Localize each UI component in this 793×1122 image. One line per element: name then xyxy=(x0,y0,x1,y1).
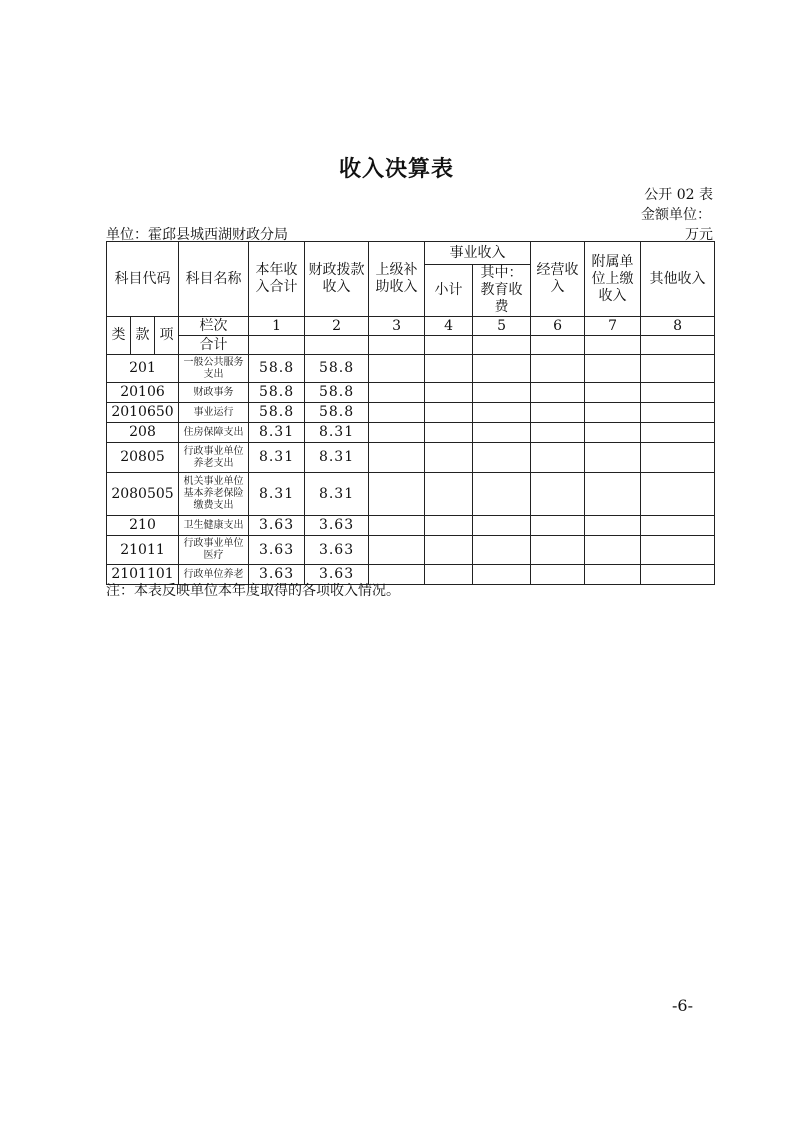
header-business: 事业收入 xyxy=(425,242,531,265)
header-lanci: 栏次 xyxy=(179,317,249,336)
header-code: 科目代码 xyxy=(107,242,179,317)
header-other: 其他收入 xyxy=(641,242,715,317)
row-fiscal: 58.8 xyxy=(305,383,369,403)
row-code: 20805 xyxy=(107,443,179,473)
total-cell xyxy=(305,336,369,355)
amount-unit-value: 万元 xyxy=(685,227,713,243)
row-fiscal: 58.8 xyxy=(305,403,369,423)
row-code: 2080505 xyxy=(107,473,179,516)
total-cell xyxy=(473,336,531,355)
header-fiscal: 财政拨款收入 xyxy=(305,242,369,317)
row-fiscal: 3.63 xyxy=(305,536,369,565)
total-cell xyxy=(531,336,585,355)
row-name: 卫生健康支出 xyxy=(179,516,249,536)
row-fiscal: 8.31 xyxy=(305,423,369,443)
row-name: 行政单位养老 xyxy=(179,565,249,585)
row-name: 机关事业单位基本养老保险缴费支出 xyxy=(179,473,249,516)
column-number: 7 xyxy=(585,317,641,336)
table-row xyxy=(107,516,715,536)
table-row xyxy=(107,355,715,383)
table-row xyxy=(107,383,715,403)
table-row xyxy=(107,403,715,423)
row-code: 20106 xyxy=(107,383,179,403)
header-affiliated: 附属单位上缴收入 xyxy=(585,242,641,317)
header-kuan: 款 xyxy=(131,317,155,355)
column-number: 1 xyxy=(249,317,305,336)
table-row xyxy=(107,536,715,565)
form-number: 公开 02 表 xyxy=(644,187,713,203)
total-cell xyxy=(249,336,305,355)
total-cell xyxy=(369,336,425,355)
row-code: 2101101 xyxy=(107,565,179,585)
row-name: 行政事业单位养老支出 xyxy=(179,443,249,473)
row-code: 2010650 xyxy=(107,403,179,423)
row-fiscal: 8.31 xyxy=(305,443,369,473)
page-title: 收入决算表 xyxy=(338,157,454,182)
total-cell xyxy=(425,336,473,355)
table-row xyxy=(107,423,715,443)
row-fiscal: 3.63 xyxy=(305,516,369,536)
row-name: 财政事务 xyxy=(179,383,249,403)
row-total: 58.8 xyxy=(249,403,305,423)
column-number: 3 xyxy=(369,317,425,336)
table-row xyxy=(107,473,715,516)
column-number: 8 xyxy=(641,317,715,336)
row-name: 行政事业单位医疗 xyxy=(179,536,249,565)
header-heji: 合计 xyxy=(179,336,249,355)
column-number: 2 xyxy=(305,317,369,336)
row-total: 8.31 xyxy=(249,423,305,443)
header-operating: 经营收入 xyxy=(531,242,585,317)
row-code: 210 xyxy=(107,516,179,536)
amount-unit-label: 金额单位： xyxy=(641,207,711,223)
organization-name: 单位：霍邱县城西湖财政分局 xyxy=(106,227,288,243)
row-fiscal: 8.31 xyxy=(305,473,369,516)
income-table xyxy=(106,241,715,585)
column-number: 5 xyxy=(473,317,531,336)
row-total: 3.63 xyxy=(249,536,305,565)
row-fiscal: 3.63 xyxy=(305,565,369,585)
header-business-education: 其中：教育收费 xyxy=(473,265,531,317)
header-superior: 上级补助收入 xyxy=(369,242,425,317)
row-code: 208 xyxy=(107,423,179,443)
row-name: 事业运行 xyxy=(179,403,249,423)
header-lei: 类 xyxy=(107,317,131,355)
column-number: 4 xyxy=(425,317,473,336)
header-name: 科目名称 xyxy=(179,242,249,317)
page-number: -6- xyxy=(672,996,693,1015)
column-number: 6 xyxy=(531,317,585,336)
total-cell xyxy=(585,336,641,355)
table-row xyxy=(107,443,715,473)
row-name: 一般公共服务支出 xyxy=(179,355,249,383)
row-total: 8.31 xyxy=(249,473,305,516)
header-xiang: 项 xyxy=(155,317,179,355)
row-total: 58.8 xyxy=(249,383,305,403)
row-name: 住房保障支出 xyxy=(179,423,249,443)
row-code: 201 xyxy=(107,355,179,383)
row-total: 3.63 xyxy=(249,516,305,536)
row-total: 3.63 xyxy=(249,565,305,585)
row-total: 8.31 xyxy=(249,443,305,473)
row-total: 58.8 xyxy=(249,355,305,383)
row-code: 21011 xyxy=(107,536,179,565)
total-cell xyxy=(641,336,715,355)
row-fiscal: 58.8 xyxy=(305,355,369,383)
header-total: 本年收入合计 xyxy=(249,242,305,317)
header-business-subtotal: 小计 xyxy=(425,265,473,317)
table-note: 注：本表反映单位本年度取得的各项收入情况。 xyxy=(106,583,400,599)
